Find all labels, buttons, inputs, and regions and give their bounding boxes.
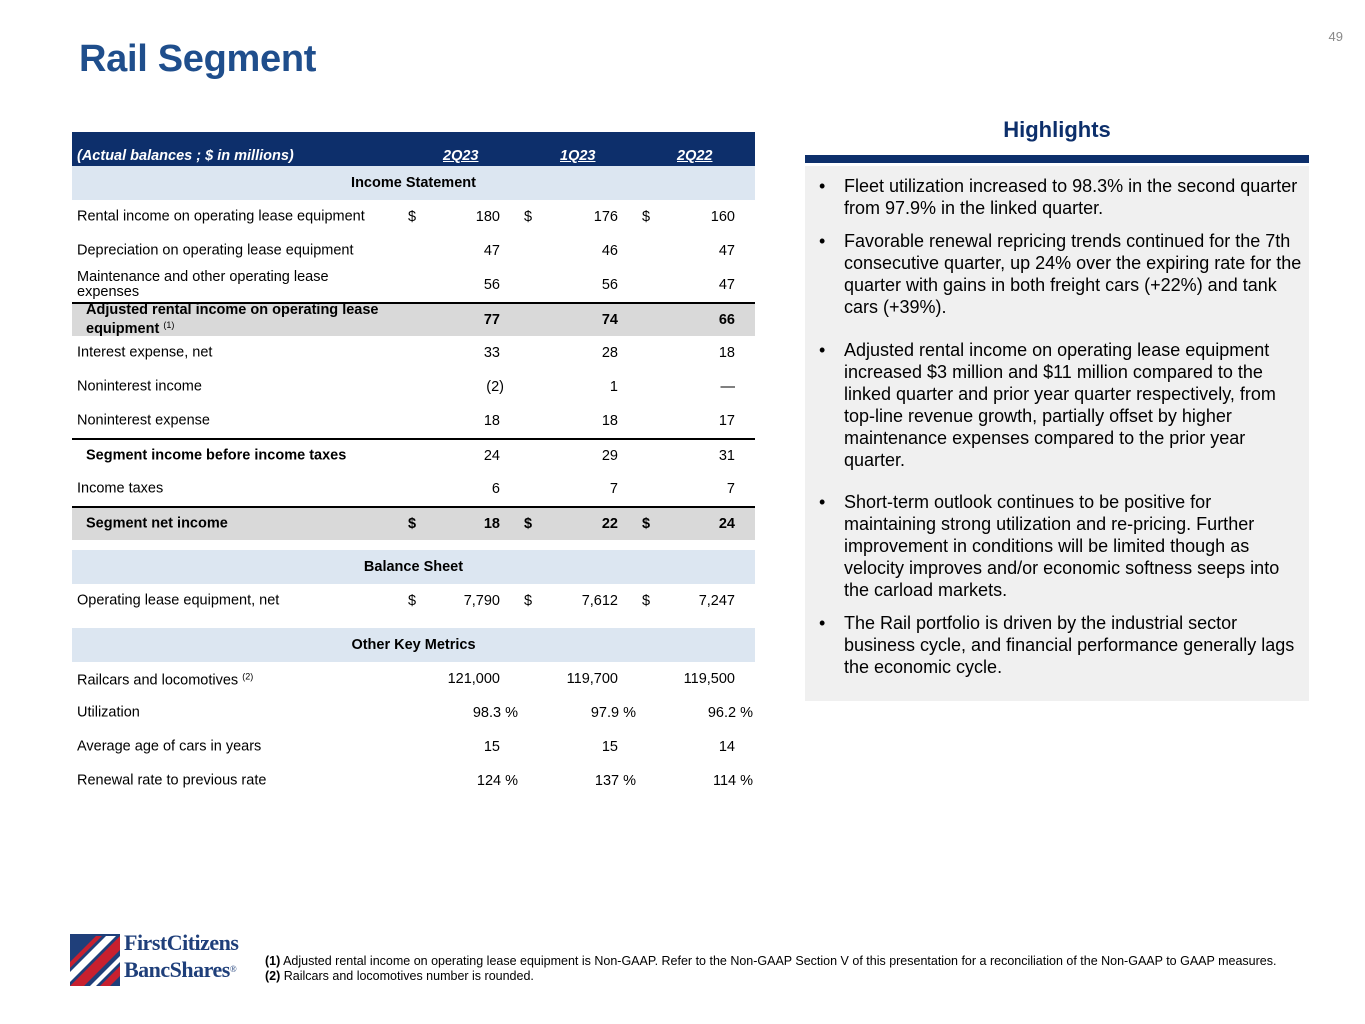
- table-row: [72, 336, 755, 370]
- logo-line-1: FirstCitizens: [124, 930, 239, 955]
- bullet-text: Fleet utilization increased to 98.3% in the second quarter from 97.9% in the linked quarter.: [844, 176, 1298, 218]
- cell-value: 47: [483, 243, 500, 259]
- row-label: Noninterest income: [77, 378, 202, 395]
- row-label-text: Adjusted rental income on operating lease equipment: [86, 302, 379, 337]
- cell-value: 160: [710, 209, 735, 225]
- table-row-net-income: [72, 506, 755, 540]
- bullet-text: Short-term outlook continues to be positive for maintaining strong utilization and re-pricing. Further improvement in conditions will be limited though as velocity improves and/or economic softness seeps into the carload markets.: [844, 492, 1280, 600]
- cell-value: 96.2 %: [707, 705, 753, 721]
- row-label: Noninterest expense: [77, 412, 210, 429]
- section-balance-sheet: [72, 550, 755, 584]
- cell-value: 7,790: [463, 593, 500, 609]
- cell-value: 47: [718, 277, 735, 293]
- dollar-sign: $: [524, 516, 533, 532]
- section-title: Other Key Metrics: [351, 637, 476, 653]
- highlights-title: Highlights: [1003, 117, 1111, 142]
- cell-value: 6: [491, 481, 500, 497]
- registered-mark: ®: [229, 964, 237, 974]
- cell-value: 124 %: [476, 773, 518, 789]
- footnote-ref: (1): [163, 320, 175, 330]
- highlight-bullet: [819, 175, 1304, 219]
- spacer: [72, 540, 755, 550]
- cell-value: 176: [593, 209, 618, 225]
- section-other-key-metrics: [72, 628, 755, 662]
- cell-value: —: [720, 379, 735, 395]
- highlights-divider: [805, 155, 1309, 163]
- row-label: Operating lease equipment, net: [77, 592, 280, 609]
- logo-wordmark: [124, 930, 238, 983]
- bullet-text: Adjusted rental income on operating lease equipment increased $3 million and $11 million compared to the linked quarter and prior year quarter respectively, from top-line revenue growth, partially offset by higher maintenance expenses compared to the prior year quarter.: [844, 340, 1276, 470]
- header-label: (Actual balances ; $ in millions): [77, 148, 294, 164]
- spacer: [72, 618, 755, 628]
- page-title: Rail Segment: [79, 38, 317, 80]
- footnote-2: [265, 969, 1276, 984]
- flag-emblem-icon: [68, 932, 122, 988]
- footnotes: [265, 954, 1276, 984]
- company-logo: [68, 930, 248, 988]
- cell-value: 33: [483, 345, 500, 361]
- cell-value: 119,700: [566, 671, 618, 687]
- table-row: [72, 472, 755, 506]
- table-row: [72, 370, 755, 404]
- row-label: [86, 303, 406, 337]
- table-row: [72, 764, 755, 798]
- cell-value: 18: [483, 516, 500, 532]
- cell-value: 66: [718, 312, 735, 328]
- cell-value: 114 %: [712, 773, 753, 789]
- bullet-dot: •: [819, 613, 826, 633]
- column-2q23: 2Q23: [443, 148, 479, 164]
- footnote-2-text: Railcars and locomotives number is rounded.: [280, 969, 534, 983]
- bullet-dot: •: [819, 231, 826, 251]
- cell-value: 77: [483, 312, 500, 328]
- highlight-bullet: [819, 491, 1304, 601]
- row-label: Renewal rate to previous rate: [77, 772, 267, 789]
- row-label: Depreciation on operating lease equipment: [77, 242, 354, 259]
- dollar-sign: $: [642, 516, 651, 532]
- row-label: [77, 670, 397, 689]
- row-label: Utilization: [77, 704, 140, 721]
- table-header-row: [72, 132, 755, 166]
- cell-value: (2): [486, 379, 504, 395]
- section-title: Balance Sheet: [363, 559, 464, 575]
- dollar-sign: $: [524, 593, 533, 609]
- table-row-pretax: [72, 438, 755, 472]
- cell-value: 119,500: [683, 671, 735, 687]
- footnote-2-marker: (2): [265, 969, 281, 983]
- dollar-sign: $: [408, 516, 417, 532]
- cell-value: 17: [718, 413, 735, 429]
- table-row: [72, 268, 755, 302]
- dollar-sign: $: [408, 209, 417, 225]
- rail-segment-table: [72, 132, 755, 798]
- cell-value: 56: [483, 277, 500, 293]
- row-label: Income taxes: [77, 480, 164, 497]
- logo-line-2: [124, 956, 238, 983]
- dollar-sign: $: [642, 209, 651, 225]
- cell-value: 15: [483, 739, 500, 755]
- cell-value: 74: [601, 312, 618, 328]
- cell-value: 18: [483, 413, 500, 429]
- section-income-statement: [72, 166, 755, 200]
- table-row-adjusted: [72, 302, 755, 336]
- table-row: [72, 696, 755, 730]
- table-row: [72, 200, 755, 234]
- cell-value: 97.9 %: [590, 705, 636, 721]
- dollar-sign: $: [642, 593, 651, 609]
- cell-value: 7,612: [581, 593, 618, 609]
- row-label: Rental income on operating lease equipment: [77, 208, 365, 225]
- dollar-sign: $: [408, 593, 417, 609]
- cell-value: 98.3 %: [472, 705, 518, 721]
- column-2q22: 2Q22: [677, 148, 713, 164]
- row-label: Segment net income: [86, 515, 228, 532]
- cell-value: 18: [601, 413, 618, 429]
- cell-value: 121,000: [447, 671, 500, 687]
- row-label: Segment income before income taxes: [86, 447, 347, 464]
- bullet-text: Favorable renewal repricing trends continued for the 7th consecutive quarter, up 24% over the expiring rate for the quarter with gains in both freight cars (+22%) and tank cars (+39%).: [844, 231, 1302, 317]
- table-row: [72, 662, 755, 696]
- cell-value: 180: [475, 209, 500, 225]
- cell-value: 22: [601, 516, 618, 532]
- cell-value: 46: [601, 243, 618, 259]
- column-1q23: 1Q23: [560, 148, 596, 164]
- highlight-bullet: [819, 230, 1304, 318]
- cell-value: 7: [609, 481, 618, 497]
- footnote-ref: (2): [242, 671, 254, 682]
- cell-value: 15: [601, 739, 618, 755]
- cell-value: 24: [718, 516, 735, 532]
- row-label: Average age of cars in years: [77, 738, 262, 755]
- bullet-dot: •: [819, 340, 826, 360]
- cell-value: 18: [718, 345, 735, 361]
- cell-value: 1: [609, 379, 618, 395]
- cell-value: 28: [601, 345, 618, 361]
- cell-value: 56: [601, 277, 618, 293]
- cell-value: 29: [601, 448, 618, 464]
- highlight-bullet: [819, 339, 1304, 471]
- logo-line-2-text: BancShares: [124, 957, 230, 982]
- footnote-1: [265, 954, 1276, 969]
- highlights-panel: [805, 166, 1309, 701]
- dollar-sign: $: [524, 209, 533, 225]
- footnote-1-text: Adjusted rental income on operating lease equipment is Non-GAAP. Refer to the Non-GAAP Section V of this presentation for a reconciliation of the Non-GAAP to GAAP measures.: [280, 954, 1277, 968]
- bullet-dot: •: [819, 176, 826, 196]
- cell-value: 7,247: [698, 593, 735, 609]
- table-row: [72, 730, 755, 764]
- highlight-bullet: [819, 612, 1304, 678]
- footnote-1-marker: (1): [265, 954, 281, 968]
- cell-value: 31: [718, 448, 735, 464]
- section-title: Income Statement: [351, 175, 476, 191]
- cell-value: 7: [726, 481, 735, 497]
- cell-value: 14: [718, 739, 735, 755]
- cell-value: 47: [718, 243, 735, 259]
- page-number: 49: [1328, 29, 1343, 44]
- bullet-dot: •: [819, 492, 826, 512]
- row-label: Interest expense, net: [77, 344, 213, 361]
- row-label: Maintenance and other operating lease expenses: [77, 269, 329, 300]
- cell-value: 137 %: [594, 773, 636, 789]
- table-row: [72, 584, 755, 618]
- cell-value: 24: [483, 448, 500, 464]
- row-label-text: Railcars and locomotives: [77, 672, 239, 689]
- table-row: [72, 234, 755, 268]
- bullet-text: The Rail portfolio is driven by the industrial sector business cycle, and financial performance generally lags the economic cycle.: [844, 613, 1295, 677]
- table-row: [72, 404, 755, 438]
